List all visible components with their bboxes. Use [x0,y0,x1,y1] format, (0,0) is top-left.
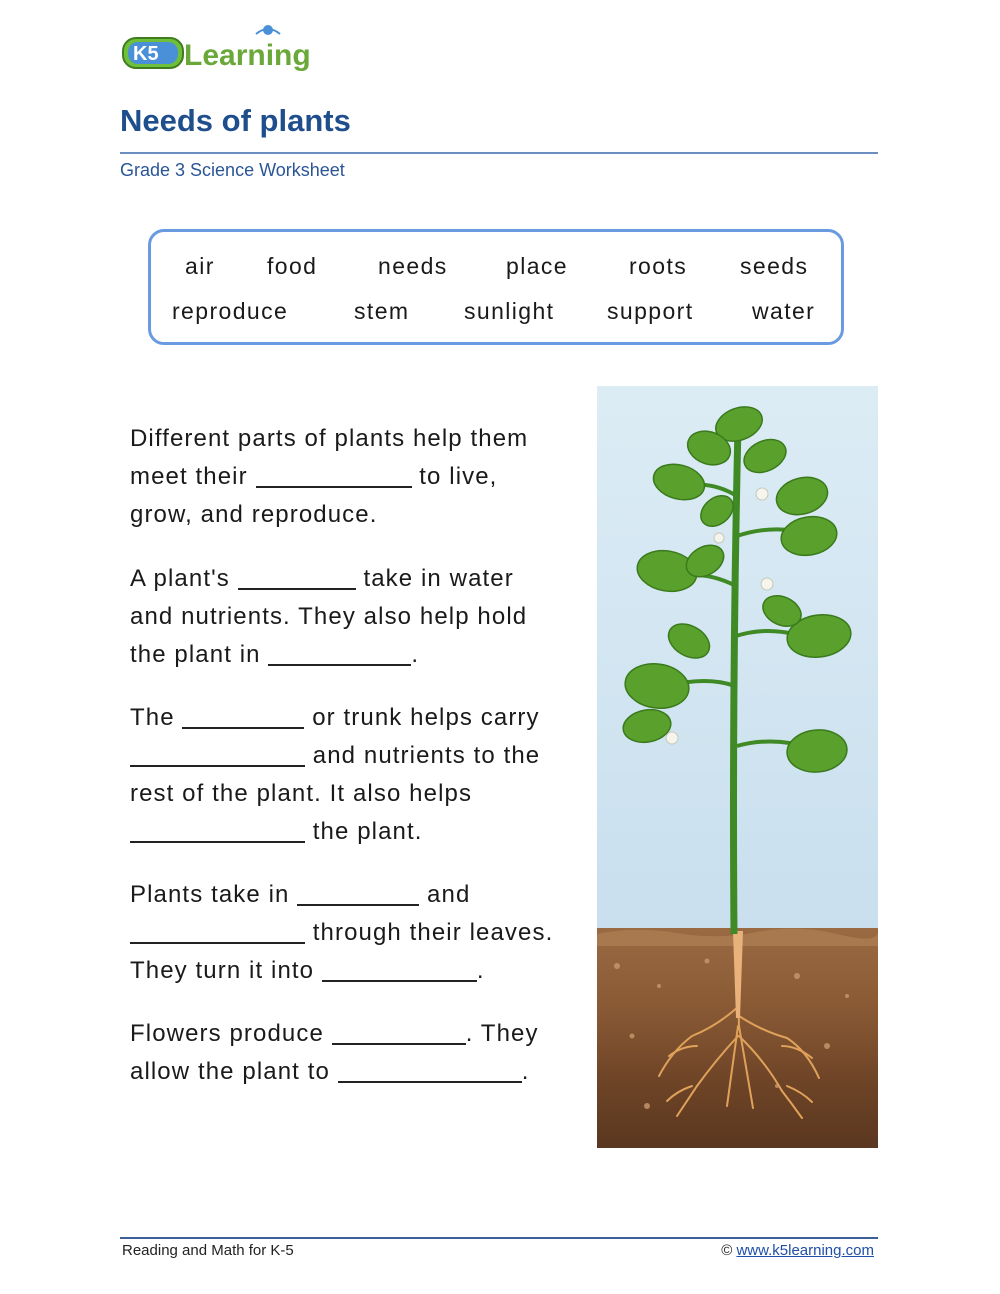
svg-text:Learning: Learning [184,39,311,72]
footer-tagline: Reading and Math for K-5 [122,1242,294,1259]
footer-divider [120,1237,878,1239]
word-bank-item: needs [378,253,448,279]
page-title: Needs of plants [120,103,351,138]
word-bank-item: food [267,253,318,279]
sentence-text: take in water [363,565,514,592]
sentence-text: A plant's [130,565,230,592]
sentence-text: or trunk helps carry [312,704,540,731]
word-bank [148,229,844,345]
svg-text:K5: K5 [133,43,159,65]
k5-logo-icon [120,22,335,78]
answer-blank[interactable] [322,954,477,982]
word-bank-item: stem [354,298,410,324]
sentence-text: the plant in [130,641,261,668]
sentence-1 [130,420,585,534]
sentence-text: They turn it into [130,957,315,984]
sentence-text: to live, [419,463,498,490]
sentence-text: and nutrients to the [312,742,541,769]
sentence-text: . [476,957,485,984]
answer-blank[interactable] [256,460,412,488]
plant-illustration-icon [597,386,878,1148]
sentence-text: meet their [130,463,248,490]
plant-illustration [597,386,878,1148]
sentence-text: the plant. [312,818,423,845]
sentence-text: grow, and reproduce. [130,501,378,528]
answer-blank[interactable] [130,739,305,767]
sentence-text: The [130,704,175,731]
answer-blank[interactable] [297,878,419,906]
word-bank-item: air [185,253,215,279]
copyright-symbol: © [721,1242,733,1259]
word-bank-item: seeds [740,253,809,279]
word-bank-item: support [607,298,694,324]
sentence-text: through their leaves. [312,919,554,946]
page-subtitle: Grade 3 Science Worksheet [120,160,345,180]
sentence-text: and nutrients. They also help hold [130,603,528,630]
answer-blank[interactable] [338,1055,522,1083]
k5-logo [120,22,335,78]
sentence-text: and [427,881,471,908]
sentence-text: Flowers produce [130,1020,324,1047]
title-divider [120,152,878,154]
sentence-5 [130,1015,585,1091]
sentence-text: . [411,641,420,668]
sentence-text: Different parts of plants help them [130,425,529,452]
sentence-text: . They [465,1020,539,1047]
sentence-text: Plants take in [130,881,290,908]
word-bank-item: roots [629,253,688,279]
word-bank-item: water [752,298,816,324]
sentence-3 [130,699,585,851]
answer-blank[interactable] [182,701,304,729]
sentence-2 [130,560,585,674]
word-bank-item: place [506,253,568,279]
sentence-text: rest of the plant. It also helps [130,780,473,807]
word-bank-item: reproduce [172,298,289,324]
answer-blank[interactable] [238,562,356,590]
word-bank-item: sunlight [464,298,555,324]
answer-blank[interactable] [130,815,305,843]
footer-link[interactable]: www.k5learning.com [736,1242,874,1259]
sentence-text: . [521,1058,530,1085]
answer-blank[interactable] [130,916,305,944]
sentence-4 [130,876,585,990]
sentence-text: allow the plant to [130,1058,330,1085]
footer-copyright [721,1242,874,1259]
answer-blank[interactable] [268,638,411,666]
answer-blank[interactable] [332,1017,466,1045]
